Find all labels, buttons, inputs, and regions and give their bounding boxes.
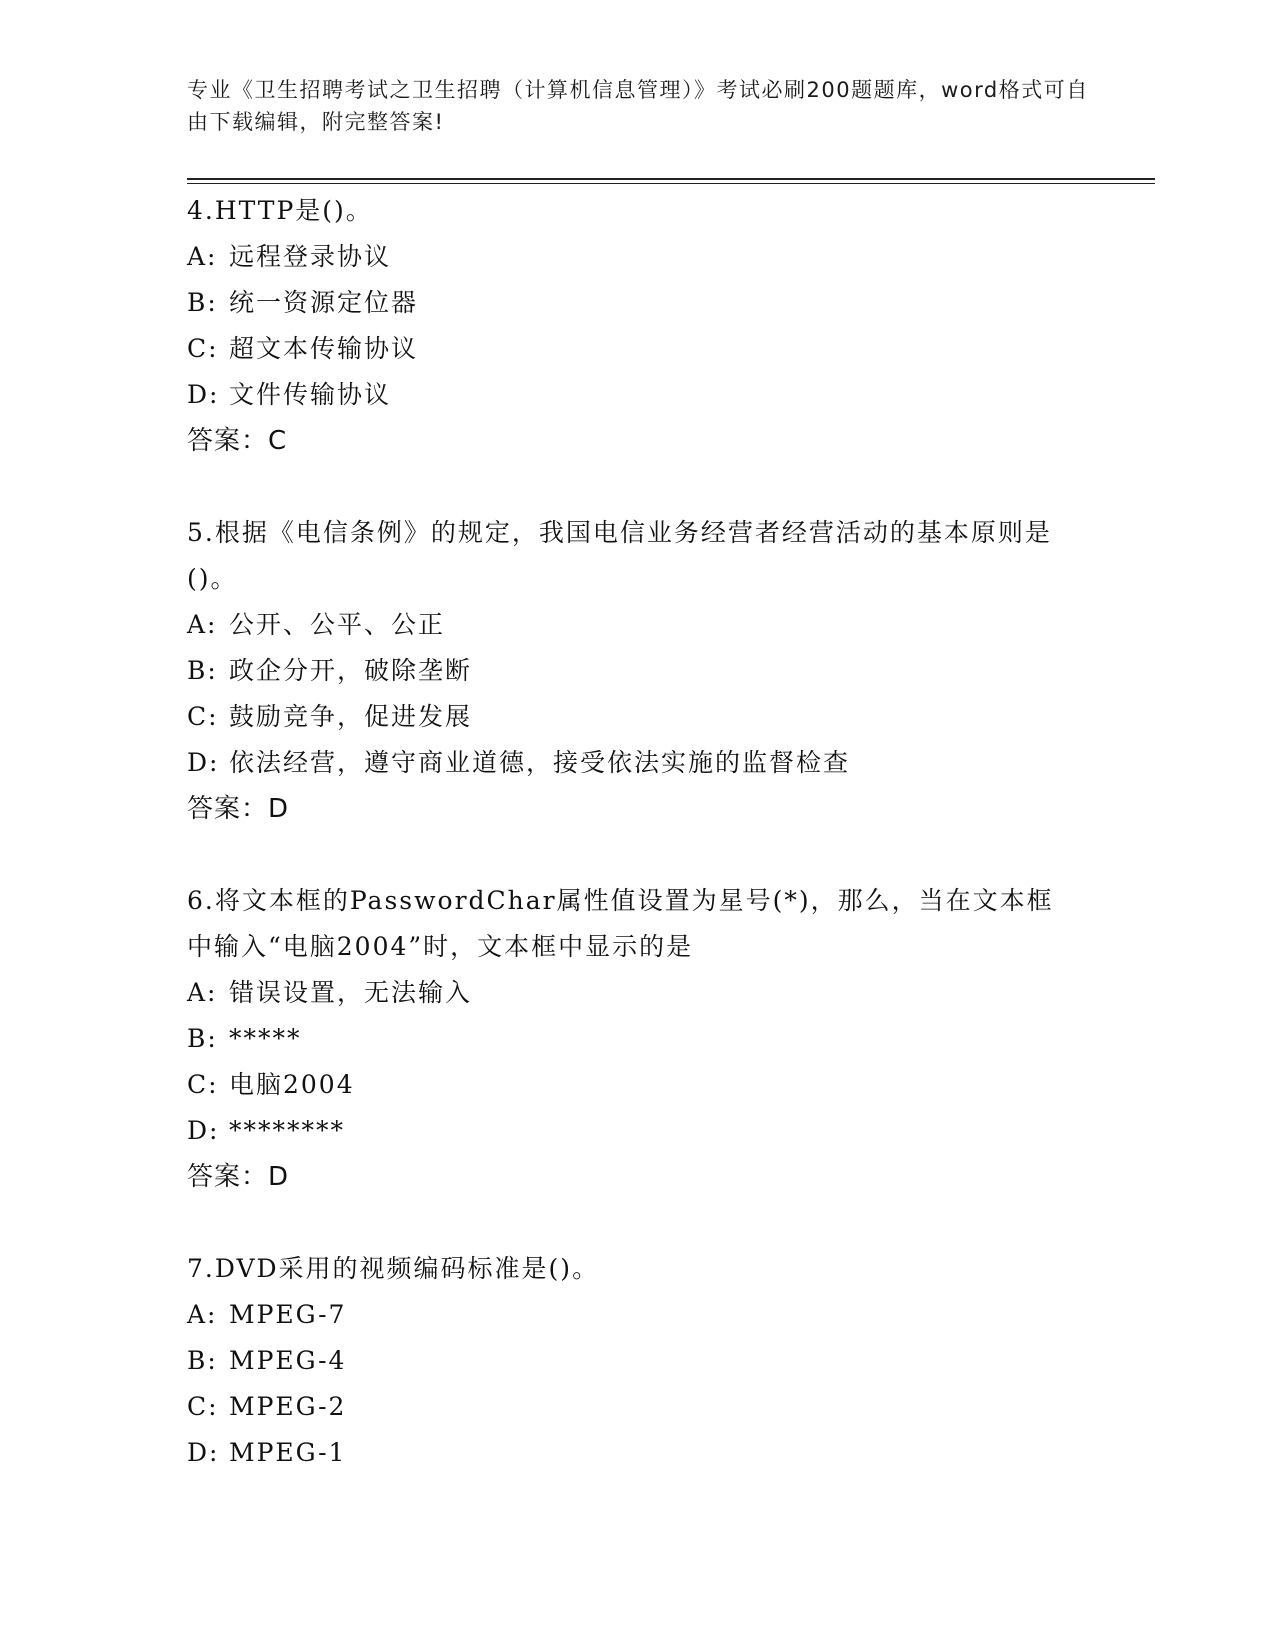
- option-text: 文件传输协议: [229, 380, 392, 409]
- option-d: [187, 740, 1057, 786]
- option-key: B:: [187, 1024, 218, 1053]
- option-key: A:: [187, 978, 218, 1007]
- option-key: C:: [187, 334, 219, 363]
- option-text: 鼓励竞争，促进发展: [229, 702, 473, 731]
- question-text: 7.DVD采用的视频编码标准是()。: [187, 1254, 600, 1283]
- option-a: [187, 234, 1057, 280]
- option-key: D:: [187, 748, 220, 777]
- option-key: C:: [187, 702, 219, 731]
- option-text: 超文本传输协议: [229, 334, 419, 363]
- option-a: [187, 602, 1057, 648]
- option-text: MPEG-4: [229, 1346, 347, 1375]
- question-text: 5.根据《电信条例》的规定，我国电信业务经营者经营活动的基本原则是()。: [187, 518, 1052, 593]
- option-text: 依法经营，遵守商业道德，接受依法实施的监督检查: [229, 748, 851, 777]
- option-text: *****: [229, 1024, 302, 1053]
- option-a: [187, 1292, 1057, 1338]
- option-a: [187, 970, 1057, 1016]
- option-c: [187, 694, 1057, 740]
- option-text: 公开、公平、公正: [229, 610, 446, 639]
- option-b: [187, 1016, 1057, 1062]
- option-key: B:: [187, 288, 218, 317]
- option-key: A:: [187, 1300, 218, 1329]
- option-b: [187, 280, 1057, 326]
- option-key: D:: [187, 1116, 220, 1145]
- option-b: [187, 648, 1057, 694]
- option-d: [187, 372, 1057, 418]
- question-4: [187, 188, 1057, 464]
- question-7: [187, 1246, 1057, 1476]
- answer-line: 答案：C: [187, 426, 288, 456]
- option-key: B:: [187, 1346, 218, 1375]
- option-key: A:: [187, 610, 218, 639]
- option-text: MPEG-2: [229, 1392, 347, 1421]
- option-key: A:: [187, 242, 218, 271]
- option-text: 错误设置，无法输入: [229, 978, 473, 1007]
- option-c: [187, 1384, 1057, 1430]
- option-key: D:: [187, 380, 220, 409]
- header-divider: [187, 178, 1155, 180]
- option-key: C:: [187, 1070, 219, 1099]
- option-key: B:: [187, 656, 218, 685]
- option-text: 政企分开，破除垄断: [229, 656, 473, 685]
- option-text: 统一资源定位器: [229, 288, 419, 317]
- question-text: 4.HTTP是()。: [187, 196, 373, 225]
- document-header: 专业《卫生招聘考试之卫生招聘（计算机信息管理）》考试必刷200题题库，word格式可自由下载编辑，附完整答案!: [187, 78, 1089, 134]
- option-d: [187, 1430, 1057, 1476]
- option-d: [187, 1108, 1057, 1154]
- option-text: 远程登录协议: [229, 242, 392, 271]
- option-text: 电脑2004: [229, 1070, 355, 1099]
- option-b: [187, 1338, 1057, 1384]
- option-text: ********: [229, 1116, 345, 1145]
- question-6: [187, 878, 1057, 1200]
- header-divider-thin: [187, 183, 1155, 184]
- option-text: MPEG-7: [229, 1300, 347, 1329]
- option-key: C:: [187, 1392, 219, 1421]
- option-text: MPEG-1: [229, 1438, 347, 1467]
- option-key: D:: [187, 1438, 220, 1467]
- option-c: [187, 1062, 1057, 1108]
- answer-line: 答案：D: [187, 794, 290, 824]
- question-text: 6.将文本框的PasswordChar属性值设置为星号(*)，那么，当在文本框中输入“电脑2004”时，文本框中显示的是: [187, 886, 1054, 961]
- question-list: [187, 188, 1057, 1522]
- option-c: [187, 326, 1057, 372]
- question-5: [187, 510, 1057, 832]
- answer-line: 答案：D: [187, 1162, 290, 1192]
